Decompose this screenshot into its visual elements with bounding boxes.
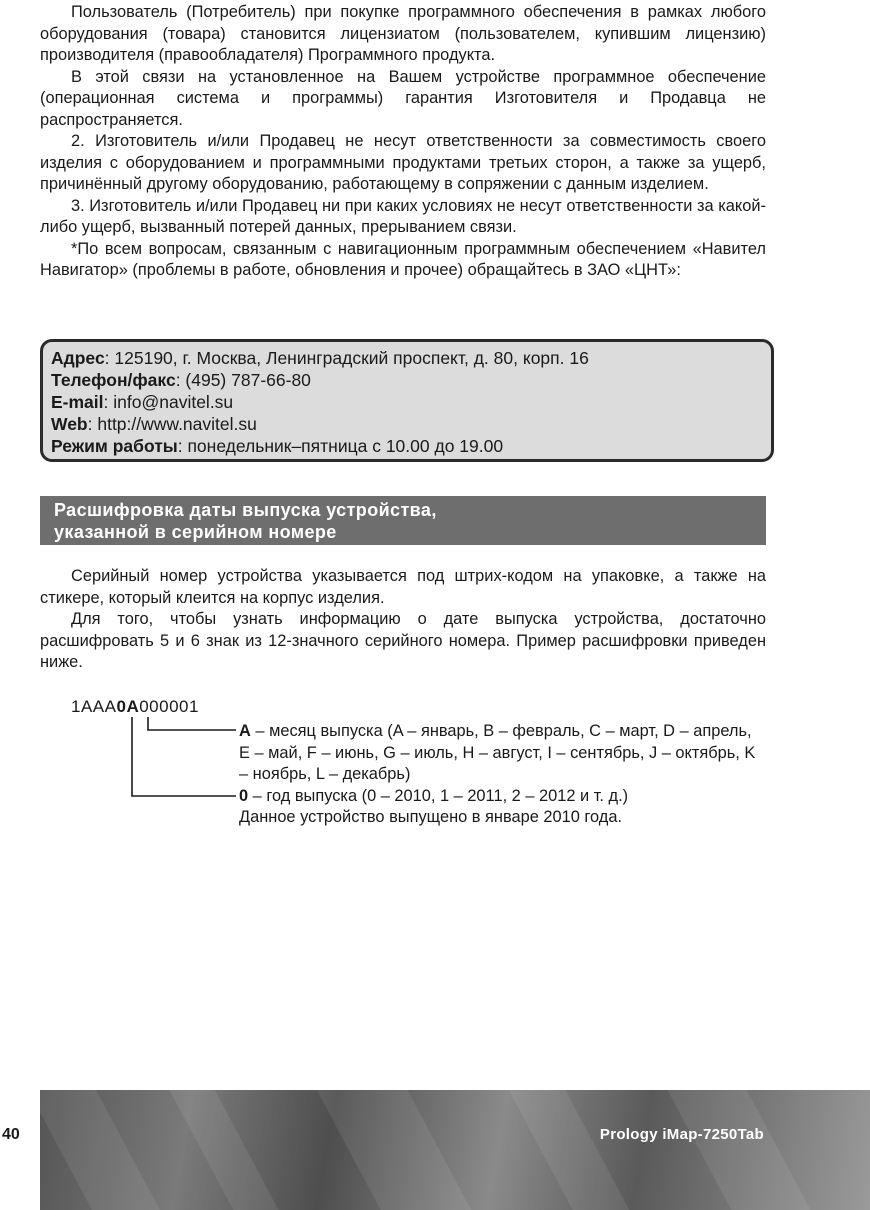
phone-value: : (495) 787-66-80 [175,370,311,390]
phone-label: Телефон/факс [51,370,176,390]
hours-label: Режим работы [51,436,178,456]
intro-paragraph-5: *По всем вопросам, связанным с навигационным программным обеспечением «Навител Навигатор» (проблемы в работе, обновления и прочее) обращайтесь в ЗАО «ЦНТ»: [40,239,766,279]
email-label: E-mail [51,392,104,412]
web-label: Web [51,414,88,434]
product-name: Prology iMap-7250Tab [599,1126,764,1143]
year-explanation [239,786,767,808]
month-connector [148,717,236,730]
web-value[interactable]: : http://www.navitel.su [87,414,257,434]
conclusion: Данное устройство выпущено в январе 2010 года. [239,808,623,826]
month-letter: A [239,722,251,740]
footer-decoration [40,1090,198,1210]
footer-banner [40,1090,870,1210]
year-text: – год выпуска (0 – 2010, 1 – 2011, 2 – 2012 и т. д.) [248,786,629,805]
serial-legend [239,721,767,829]
address-value: : 125190, г. Москва, Ленинградский проспект, д. 80, корп. 16 [104,348,589,368]
month-text: – месяц выпуска (A – январь, B – февраль, C – март, D – апрель, E – май, F – июнь, G – июль, H – август, I – сентябрь, J – октябрь, K – ноябрь, L – декабрь) [239,722,756,783]
intro-paragraph-1: Пользователь (Потребитель) при покупке программного обеспечения в рамках любого оборудования (товара) становится лицензиатом (пользователем, купившим лицензию) производителя (правообладателя) Программного продукта. [40,3,766,64]
address-label: Адрес [51,348,105,368]
footer-decoration [161,1090,318,1210]
serial-paragraph-2: Для того, чтобы узнать информацию о дате выпуска устройства, достаточно расшифровать 5 и 6 знак из 12-значного серийного номера. Пример расшифровки приведен ниже. [40,610,766,671]
footer-decoration [314,1090,507,1210]
intro-paragraph-3: 2. Изготовитель и/или Продавец не несут ответственности за совместимость своего изделия с оборудованием и программными продуктами третьих сторон, а также за ущерб, причинённый другому оборудованию, работающему в сопряжении с данным изделием. [40,132,766,193]
section-title-line-1: Расшифровка даты выпуска устройства, [54,500,437,520]
serial-paragraph-1: Серийный номер устройства указывается под штрих-кодом на упаковке, а также на стикере, который клеится на корпус изделия. [40,567,766,607]
footer-decoration [663,1090,847,1210]
serial-code-prefix: 1AAA [71,697,117,716]
email-value[interactable]: : info@navitel.su [103,392,234,412]
year-digit: 0 [239,786,249,805]
intro-paragraph-4: 3. Изготовитель и/или Продавец ни при каких условиях не несут ответственности за какой-либо ущерб, вызванный потерей данных, прерыванием связи. [40,196,766,236]
section-title-line-2: указанной в серийном номере [54,522,337,542]
intro-paragraph-2: В этой связи на установленное на Вашем устройстве программное обеспечение (операционная система и программы) гарантия Изготовителя и Продавца не распространяется. [40,67,766,129]
footer-decoration [502,1090,668,1210]
serial-code-suffix: 000001 [139,697,199,716]
page-number: 40 [2,1126,20,1143]
hours-value: : понедельник–пятница с 10.00 до 19.00 [177,436,504,456]
serial-code-highlight: 0A [116,697,140,716]
month-explanation [239,721,767,786]
